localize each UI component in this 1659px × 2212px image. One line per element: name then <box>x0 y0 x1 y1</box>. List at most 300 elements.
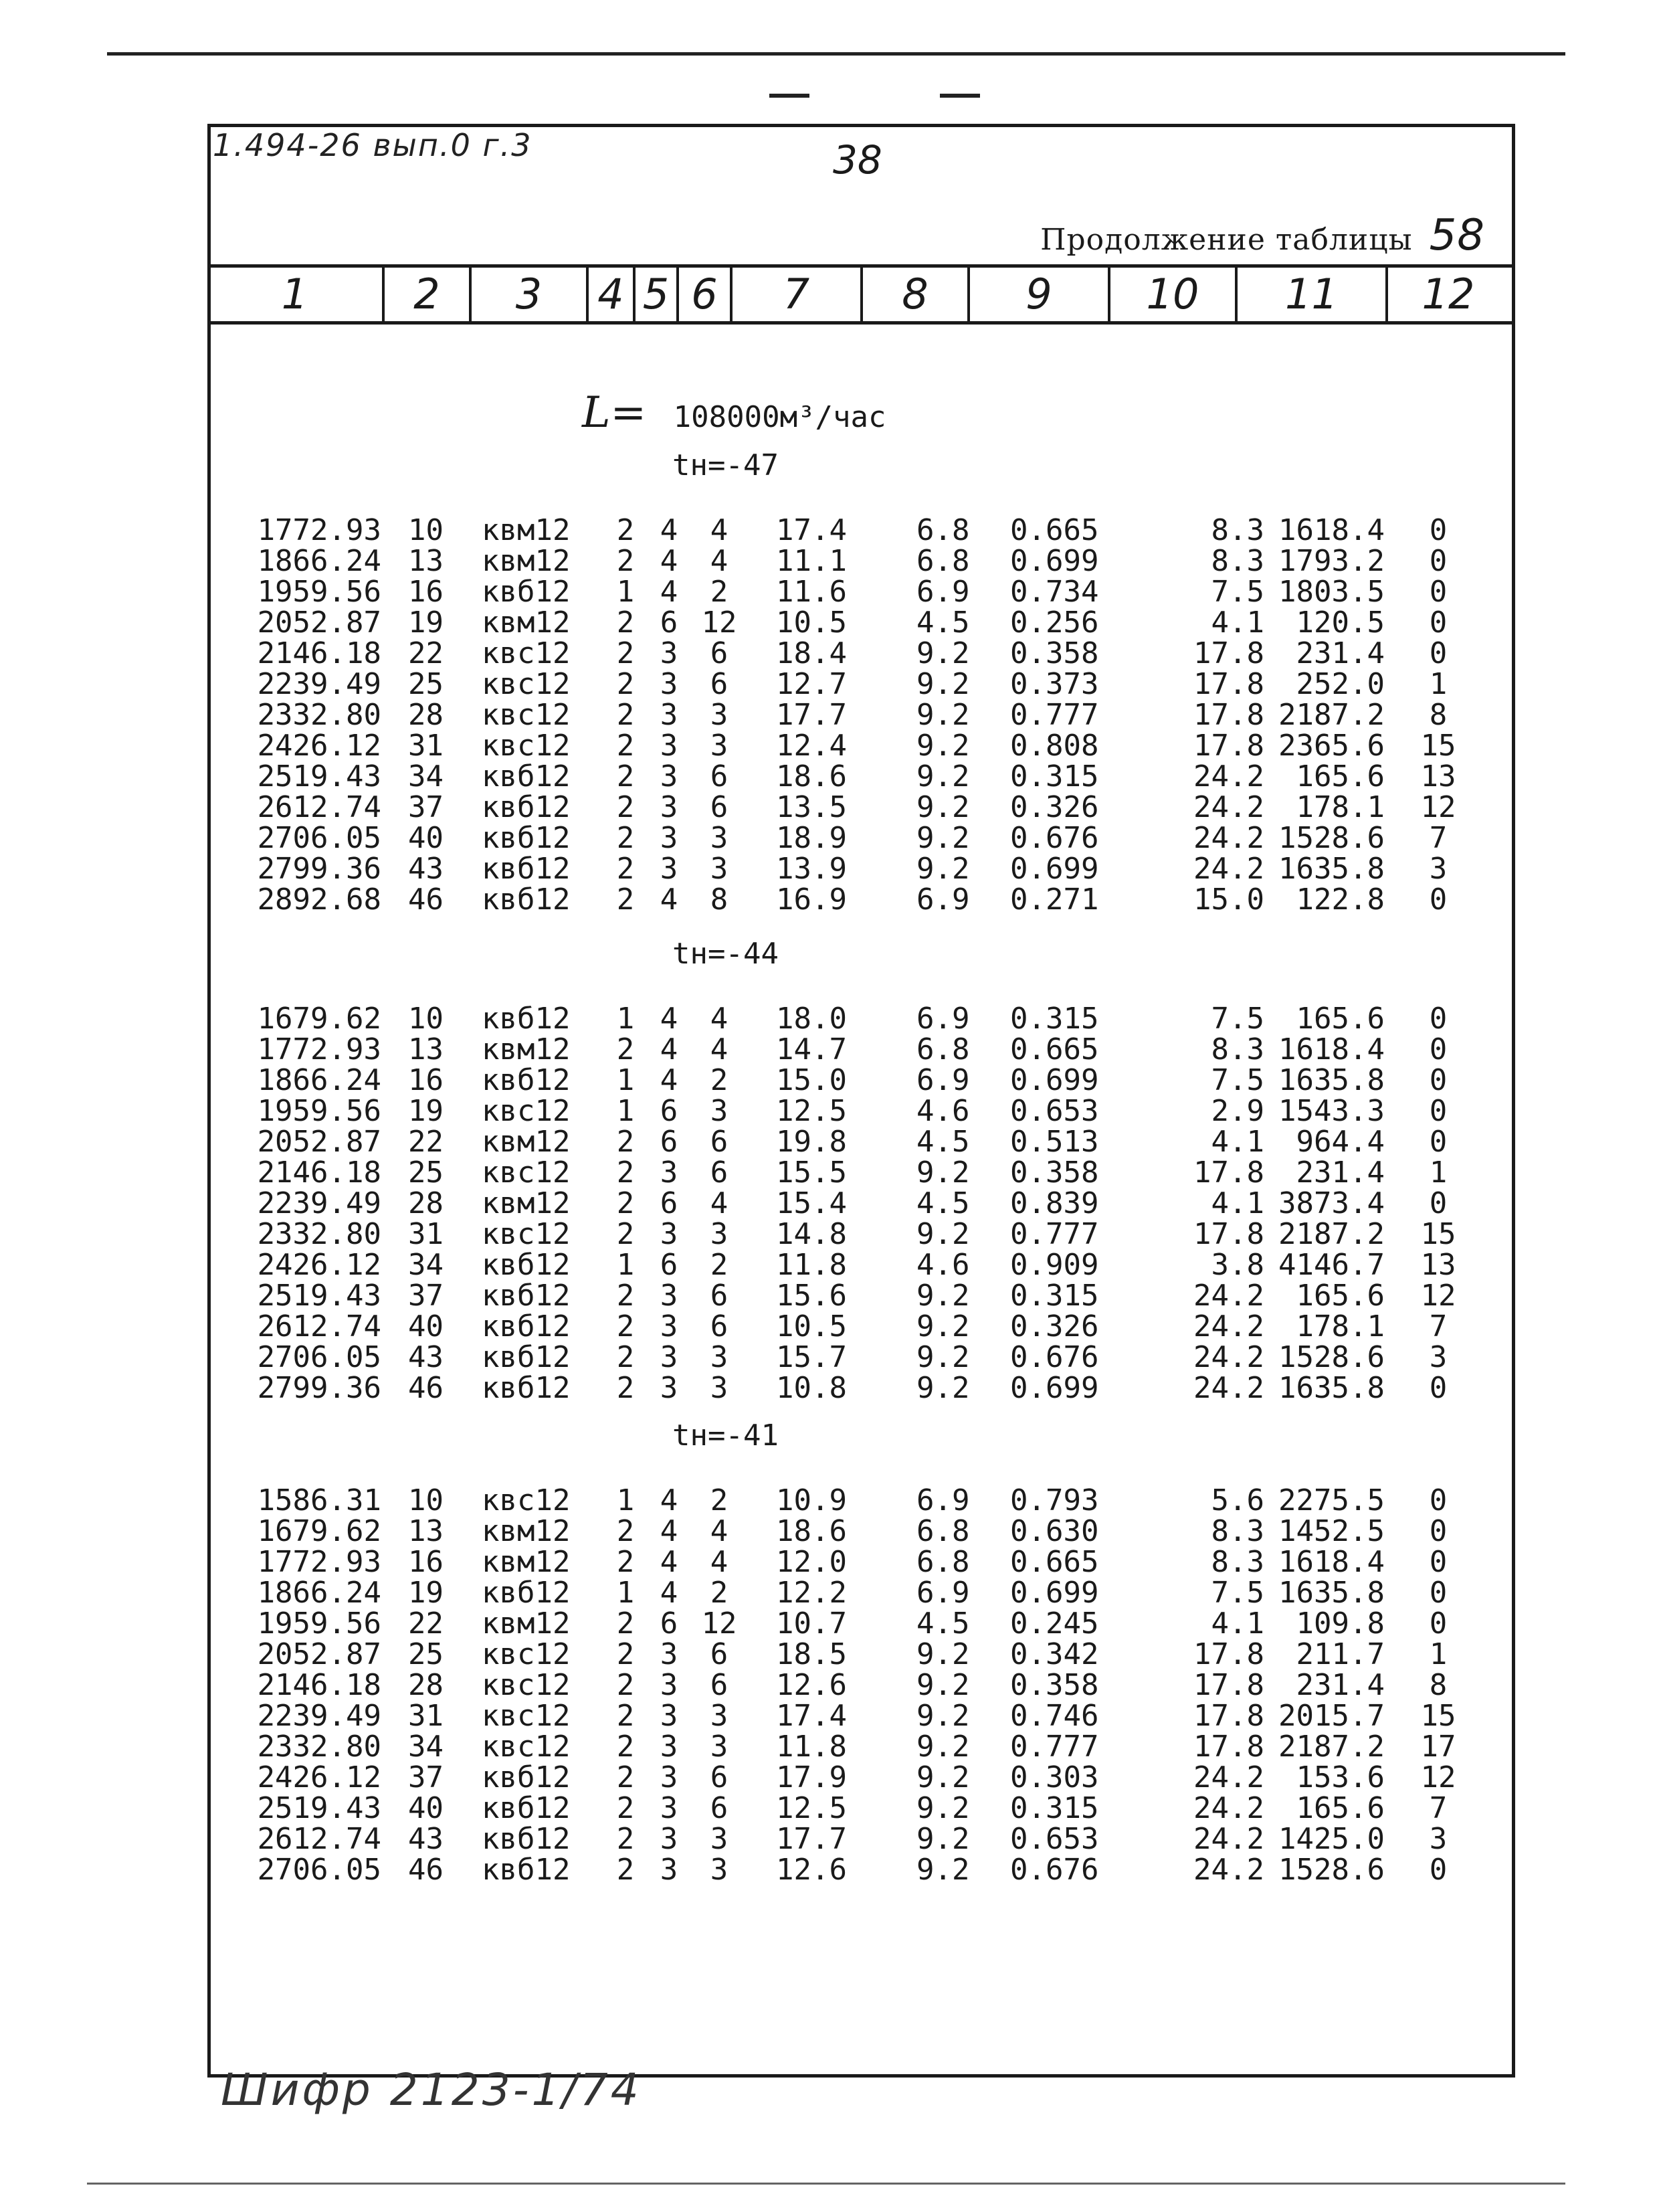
table-cell: 2052.87 <box>257 1637 381 1671</box>
table-row <box>221 1219 1492 1250</box>
table-cell: 1679.62 <box>257 1514 381 1548</box>
table-cell: 231.4 <box>1296 636 1385 670</box>
table-cell: квм12 <box>482 1606 571 1641</box>
table-cell: 0.808 <box>1010 729 1099 763</box>
table-cell: 1959.56 <box>257 1094 381 1128</box>
column-header: 7 <box>733 268 863 321</box>
table-cell: 2 <box>616 1371 635 1405</box>
table-cell: 2 <box>616 1125 635 1159</box>
table-cell: 11.8 <box>776 1248 847 1282</box>
table-cell: 0.793 <box>1010 1483 1099 1517</box>
table-cell: 12.6 <box>776 1853 847 1887</box>
table-cell: 2799.36 <box>257 1371 381 1405</box>
table-continuation-label <box>1040 211 1485 260</box>
table-cell: 4.5 <box>916 1186 970 1220</box>
table-cell: 2275.5 <box>1278 1483 1385 1517</box>
table-cell: 3 <box>710 1699 728 1733</box>
table-cell: 2187.2 <box>1278 1730 1385 1764</box>
flow-value: 108000м³/час <box>673 400 886 434</box>
table-cell: 2 <box>616 1309 635 1344</box>
table-cell: 2612.74 <box>257 1822 381 1856</box>
table-cell: 9.2 <box>916 1760 970 1794</box>
table-cell: 6 <box>660 1606 678 1641</box>
table-cell: 2 <box>616 759 635 794</box>
table-cell: 16 <box>408 575 444 609</box>
table-cell: 18.6 <box>776 759 847 794</box>
table-cell: 0.358 <box>1010 1668 1099 1702</box>
table-cell: 3 <box>710 852 728 886</box>
table-cell: квб12 <box>482 821 571 855</box>
table-cell: 6 <box>710 790 728 824</box>
table-cell: 15.4 <box>776 1186 847 1220</box>
flow-symbol: L= <box>582 388 647 438</box>
table-cell: квс12 <box>482 636 571 670</box>
table-cell: 4 <box>710 1032 728 1067</box>
table-row <box>221 1701 1492 1732</box>
table-cell: квб12 <box>482 1279 571 1313</box>
table-cell: 3 <box>1429 1822 1448 1856</box>
table-cell: 0 <box>1429 575 1448 609</box>
table-cell: 31 <box>408 1699 444 1733</box>
table-cell: 120.5 <box>1296 606 1385 640</box>
table-cell: 12 <box>701 606 737 640</box>
table-cell: 6 <box>710 1125 728 1159</box>
table-cell: 43 <box>408 1822 444 1856</box>
table-cell: 6 <box>710 667 728 701</box>
table-cell: 8 <box>1429 1668 1448 1702</box>
table-cell: 15.7 <box>776 1340 847 1374</box>
table-cell: 13.5 <box>776 790 847 824</box>
table-cell: 1 <box>1429 1637 1448 1671</box>
table-cell: 4 <box>660 1002 678 1036</box>
table-cell: 12.7 <box>776 667 847 701</box>
table-row <box>221 1096 1492 1127</box>
table-cell: 19.8 <box>776 1125 847 1159</box>
table-cell: 165.6 <box>1296 1002 1385 1036</box>
table-cell: 2892.68 <box>257 883 381 917</box>
table-cell: 3 <box>660 759 678 794</box>
table-cell: 6 <box>710 1791 728 1825</box>
column-header: 11 <box>1238 268 1388 321</box>
table-cell: 4.1 <box>1211 1125 1264 1159</box>
table-cell: 4 <box>660 1063 678 1097</box>
table-cell: 9.2 <box>916 1853 970 1887</box>
table-row <box>221 1732 1492 1762</box>
table-row <box>221 1547 1492 1578</box>
table-cell: 25 <box>408 667 444 701</box>
table-cell: квс12 <box>482 1730 571 1764</box>
table-cell: 6.9 <box>916 1483 970 1517</box>
table-cell: 24.2 <box>1193 821 1264 855</box>
table-row <box>221 1065 1492 1096</box>
table-cell: 17.8 <box>1193 1699 1264 1733</box>
table-cell: 0.699 <box>1010 1576 1099 1610</box>
table-cell: 22 <box>408 1125 444 1159</box>
table-cell: 4 <box>660 544 678 578</box>
table-cell: 2187.2 <box>1278 1217 1385 1251</box>
table-cell: 252.0 <box>1296 667 1385 701</box>
table-cell: 3 <box>660 1217 678 1251</box>
table-cell: 24.2 <box>1193 1371 1264 1405</box>
table-cell: 4 <box>660 1576 678 1610</box>
table-cell: 34 <box>408 1248 444 1282</box>
table-cell: 0 <box>1429 1125 1448 1159</box>
table-cell: 2187.2 <box>1278 698 1385 732</box>
bottom-rule <box>87 2183 1565 2185</box>
table-cell: 4.6 <box>916 1248 970 1282</box>
table-cell: 2 <box>710 1063 728 1097</box>
table-cell: 24.2 <box>1193 759 1264 794</box>
table-cell: 17.4 <box>776 1699 847 1733</box>
table-cell: 9.2 <box>916 698 970 732</box>
table-cell: 2 <box>616 1668 635 1702</box>
table-cell: 2239.49 <box>257 667 381 701</box>
table-cell: 2 <box>616 1606 635 1641</box>
table-cell: 0.699 <box>1010 544 1099 578</box>
table-cell: 1772.93 <box>257 1545 381 1579</box>
table-cell: 2146.18 <box>257 1668 381 1702</box>
table-cell: квс12 <box>482 667 571 701</box>
table-cell: 17.7 <box>776 698 847 732</box>
table-cell: 4 <box>710 1186 728 1220</box>
table-cell: 1793.2 <box>1278 544 1385 578</box>
table-cell: 10.5 <box>776 606 847 640</box>
table-cell: 34 <box>408 759 444 794</box>
table-row <box>221 1373 1492 1404</box>
table-cell: 6 <box>660 606 678 640</box>
table-row <box>221 1578 1492 1608</box>
table-cell: 0.342 <box>1010 1637 1099 1671</box>
table-cell: 1618.4 <box>1278 513 1385 547</box>
table-cell: 19 <box>408 1576 444 1610</box>
table-cell: 1635.8 <box>1278 852 1385 886</box>
table-cell: 15.5 <box>776 1156 847 1190</box>
table-cell: 0 <box>1429 1371 1448 1405</box>
table-cell: 28 <box>408 1186 444 1220</box>
table-cell: 6.9 <box>916 883 970 917</box>
table-cell: 0.699 <box>1010 1063 1099 1097</box>
table-cell: 17.8 <box>1193 698 1264 732</box>
table-cell: 2239.49 <box>257 1186 381 1220</box>
table-cell: 178.1 <box>1296 1309 1385 1344</box>
table-cell: 31 <box>408 729 444 763</box>
table-cell: квм12 <box>482 513 571 547</box>
table-cell: 40 <box>408 1791 444 1825</box>
table-cell: 37 <box>408 1279 444 1313</box>
table-cell: 6.8 <box>916 513 970 547</box>
table-cell: 9.2 <box>916 759 970 794</box>
table-cell: 6.9 <box>916 1576 970 1610</box>
table-cell: 0 <box>1429 544 1448 578</box>
table-cell: 0.326 <box>1010 1309 1099 1344</box>
table-cell: 2 <box>616 544 635 578</box>
table-cell: квс12 <box>482 1217 571 1251</box>
table-cell: 15.0 <box>776 1063 847 1097</box>
table-cell: 1 <box>616 1483 635 1517</box>
table-cell: 40 <box>408 821 444 855</box>
table-cell: 2 <box>616 883 635 917</box>
table-cell: 2 <box>616 1217 635 1251</box>
table-cell: 0 <box>1429 1002 1448 1036</box>
table-row <box>221 1485 1492 1516</box>
table-cell: 3 <box>1429 852 1448 886</box>
table-cell: 2052.87 <box>257 606 381 640</box>
table-cell: 3 <box>710 1822 728 1856</box>
table-cell: 0 <box>1429 1606 1448 1641</box>
table-cell: 0.676 <box>1010 1853 1099 1887</box>
page-number: 38 <box>833 137 882 183</box>
table-cell: 4 <box>660 1514 678 1548</box>
table-cell: 2052.87 <box>257 1125 381 1159</box>
table-cell: 17.8 <box>1193 636 1264 670</box>
table-cell: 7.5 <box>1211 1002 1264 1036</box>
table-cell: квб12 <box>482 1576 571 1610</box>
table-cell: 4 <box>710 544 728 578</box>
table-cell: 17.8 <box>1193 1730 1264 1764</box>
table-cell: 231.4 <box>1296 1668 1385 1702</box>
table-cell: 1959.56 <box>257 1606 381 1641</box>
table-cell: 2799.36 <box>257 852 381 886</box>
table-cell: квб12 <box>482 1853 571 1887</box>
table-cell: 18.9 <box>776 821 847 855</box>
table-cell: 24.2 <box>1193 1822 1264 1856</box>
table-cell: 0.303 <box>1010 1760 1099 1794</box>
table-cell: 3 <box>660 698 678 732</box>
table-cell: 6.8 <box>916 1545 970 1579</box>
table-cell: 3 <box>660 636 678 670</box>
table-cell: 1452.5 <box>1278 1514 1385 1548</box>
table-cell: 1772.93 <box>257 1032 381 1067</box>
table-cell: 0.653 <box>1010 1822 1099 1856</box>
table-cell: 11.6 <box>776 575 847 609</box>
table-cell: 17.4 <box>776 513 847 547</box>
table-cell: 24.2 <box>1193 1853 1264 1887</box>
table-cell: 14.7 <box>776 1032 847 1067</box>
table-cell: 6 <box>710 1156 728 1190</box>
table-cell: 7.5 <box>1211 575 1264 609</box>
table-cell: 4 <box>660 575 678 609</box>
table-cell: 6.9 <box>916 1002 970 1036</box>
table-cell: 7 <box>1429 1309 1448 1344</box>
table-cell: 3 <box>710 1340 728 1374</box>
table-cell: квб12 <box>482 1002 571 1036</box>
table-cell: 0.315 <box>1010 1791 1099 1825</box>
table-cell: 24.2 <box>1193 1760 1264 1794</box>
section-title: tн=-44 <box>672 937 779 971</box>
table-cell: 3 <box>710 1094 728 1128</box>
table-cell: 24.2 <box>1193 852 1264 886</box>
table-cell: 12.6 <box>776 1668 847 1702</box>
table-cell: 37 <box>408 790 444 824</box>
table-cell: 9.2 <box>916 1730 970 1764</box>
column-header: 2 <box>385 268 472 321</box>
table-cell: квб12 <box>482 883 571 917</box>
table-cell: 0.699 <box>1010 852 1099 886</box>
table-cell: 4 <box>710 1002 728 1036</box>
table-cell: 28 <box>408 698 444 732</box>
table-cell: 1866.24 <box>257 1063 381 1097</box>
table-cell: 1 <box>616 1576 635 1610</box>
table-cell: 0.315 <box>1010 759 1099 794</box>
table-row <box>221 1762 1492 1793</box>
top-rule <box>107 52 1565 56</box>
table-cell: 1772.93 <box>257 513 381 547</box>
table-cell: 1866.24 <box>257 1576 381 1610</box>
table-cell: 3 <box>660 667 678 701</box>
table-cell: 3 <box>660 1730 678 1764</box>
table-cell: 0.676 <box>1010 1340 1099 1374</box>
table-cell: 7.5 <box>1211 1576 1264 1610</box>
table-cell: 2 <box>616 852 635 886</box>
table-cell: 25 <box>408 1637 444 1671</box>
table-cell: 6.8 <box>916 1032 970 1067</box>
table-cell: 15.6 <box>776 1279 847 1313</box>
table-cell: квс12 <box>482 1094 571 1128</box>
table-cell: 7 <box>1429 1791 1448 1825</box>
table-cell: 12.2 <box>776 1576 847 1610</box>
table-cell: 13 <box>408 1032 444 1067</box>
table-cell: 40 <box>408 1309 444 1344</box>
table-cell: 7 <box>1429 821 1448 855</box>
table-cell: 9.2 <box>916 821 970 855</box>
table-cell: 2 <box>710 1576 728 1610</box>
table-row <box>221 731 1492 761</box>
table-cell: 2332.80 <box>257 1730 381 1764</box>
table-cell: 5.6 <box>1211 1483 1264 1517</box>
table-row <box>221 885 1492 915</box>
table-cell: 9.2 <box>916 636 970 670</box>
table-cell: 0.777 <box>1010 1217 1099 1251</box>
table-cell: 6.8 <box>916 1514 970 1548</box>
table-cell: квб12 <box>482 1371 571 1405</box>
table-cell: 0.777 <box>1010 698 1099 732</box>
table-cell: 34 <box>408 1730 444 1764</box>
table-cell: 7.5 <box>1211 1063 1264 1097</box>
table-cell: квб12 <box>482 1791 571 1825</box>
table-cell: квм12 <box>482 544 571 578</box>
table-cell: 18.0 <box>776 1002 847 1036</box>
table-cell: 1528.6 <box>1278 1853 1385 1887</box>
table-cell: 0.326 <box>1010 790 1099 824</box>
table-cell: 8 <box>1429 698 1448 732</box>
table-cell: 15.0 <box>1193 883 1264 917</box>
table-cell: 6 <box>710 1279 728 1313</box>
table-cell: квм12 <box>482 1514 571 1548</box>
column-header: 6 <box>679 268 733 321</box>
table-cell: 2706.05 <box>257 1340 381 1374</box>
table-cell: 12 <box>701 1606 737 1641</box>
table-cell: 1803.5 <box>1278 575 1385 609</box>
table-cell: 1 <box>616 1094 635 1128</box>
table-cell: 2 <box>616 1760 635 1794</box>
table-cell: 6 <box>660 1125 678 1159</box>
table-cell: 10.9 <box>776 1483 847 1517</box>
table-cell: 8 <box>710 883 728 917</box>
table-row <box>221 761 1492 792</box>
table-cell: 10 <box>408 1002 444 1036</box>
table-row <box>221 638 1492 669</box>
table-cell: 2 <box>616 513 635 547</box>
table-cell: 2365.6 <box>1278 729 1385 763</box>
table-cell: 4.1 <box>1211 1606 1264 1641</box>
table-cell: 165.6 <box>1296 1279 1385 1313</box>
table-cell: 9.2 <box>916 1637 970 1671</box>
table-cell: 0.256 <box>1010 606 1099 640</box>
table-cell: 1635.8 <box>1278 1063 1385 1097</box>
table-cell: 3.8 <box>1211 1248 1264 1282</box>
table-cell: 2239.49 <box>257 1699 381 1733</box>
table-cell: квб12 <box>482 1063 571 1097</box>
table-cell: 0.665 <box>1010 513 1099 547</box>
table-cell: 46 <box>408 883 444 917</box>
flow-caption <box>582 388 886 438</box>
table-cell: 2 <box>710 1248 728 1282</box>
table-cell: 13 <box>408 1514 444 1548</box>
table-cell: 15 <box>1420 729 1456 763</box>
table-cell: 6.9 <box>916 1063 970 1097</box>
table-row <box>221 1311 1492 1342</box>
table-cell: 6 <box>660 1248 678 1282</box>
table-row <box>221 1034 1492 1065</box>
table-cell: 6.8 <box>916 544 970 578</box>
table-cell: 0.665 <box>1010 1545 1099 1579</box>
table-cell: 11.8 <box>776 1730 847 1764</box>
table-cell: 46 <box>408 1371 444 1405</box>
table-cell: 22 <box>408 1606 444 1641</box>
table-cell: 13.9 <box>776 852 847 886</box>
table-cell: квм12 <box>482 1125 571 1159</box>
table-cell: 0.665 <box>1010 1032 1099 1067</box>
table-cell: 2 <box>710 575 728 609</box>
table-cell: квб12 <box>482 759 571 794</box>
table-cell: 4 <box>660 513 678 547</box>
table-cell: 2519.43 <box>257 759 381 794</box>
table-row <box>221 1127 1492 1158</box>
table-cell: 18.4 <box>776 636 847 670</box>
table-cell: 22 <box>408 636 444 670</box>
table-cell: 3 <box>660 729 678 763</box>
table-row <box>221 608 1492 638</box>
table-cell: 9.2 <box>916 1279 970 1313</box>
table-cell: квб12 <box>482 790 571 824</box>
table-cell: 8.3 <box>1211 1032 1264 1067</box>
table-row <box>221 546 1492 577</box>
table-cell: 3 <box>660 1760 678 1794</box>
table-cell: 25 <box>408 1156 444 1190</box>
table-cell: 6 <box>710 759 728 794</box>
table-row <box>221 1670 1492 1701</box>
column-header: 9 <box>970 268 1110 321</box>
table-cell: 0.676 <box>1010 821 1099 855</box>
table-cell: квм12 <box>482 1545 571 1579</box>
column-header: 10 <box>1110 268 1238 321</box>
table-cell: 2 <box>616 1156 635 1190</box>
table-cell: 2.9 <box>1211 1094 1264 1128</box>
table-cell: 0.315 <box>1010 1002 1099 1036</box>
table-cell: 964.4 <box>1296 1125 1385 1159</box>
table-cell: 0 <box>1429 636 1448 670</box>
column-header: 3 <box>472 268 589 321</box>
table-row <box>221 1793 1492 1824</box>
table-cell: 2 <box>616 1791 635 1825</box>
table-cell: 16 <box>408 1545 444 1579</box>
table-cell: 8.3 <box>1211 513 1264 547</box>
table-cell: 0 <box>1429 1186 1448 1220</box>
table-cell: 0.358 <box>1010 636 1099 670</box>
table-cell: 17.8 <box>1193 1217 1264 1251</box>
table-cell: 0 <box>1429 1514 1448 1548</box>
table-cell: 1618.4 <box>1278 1032 1385 1067</box>
